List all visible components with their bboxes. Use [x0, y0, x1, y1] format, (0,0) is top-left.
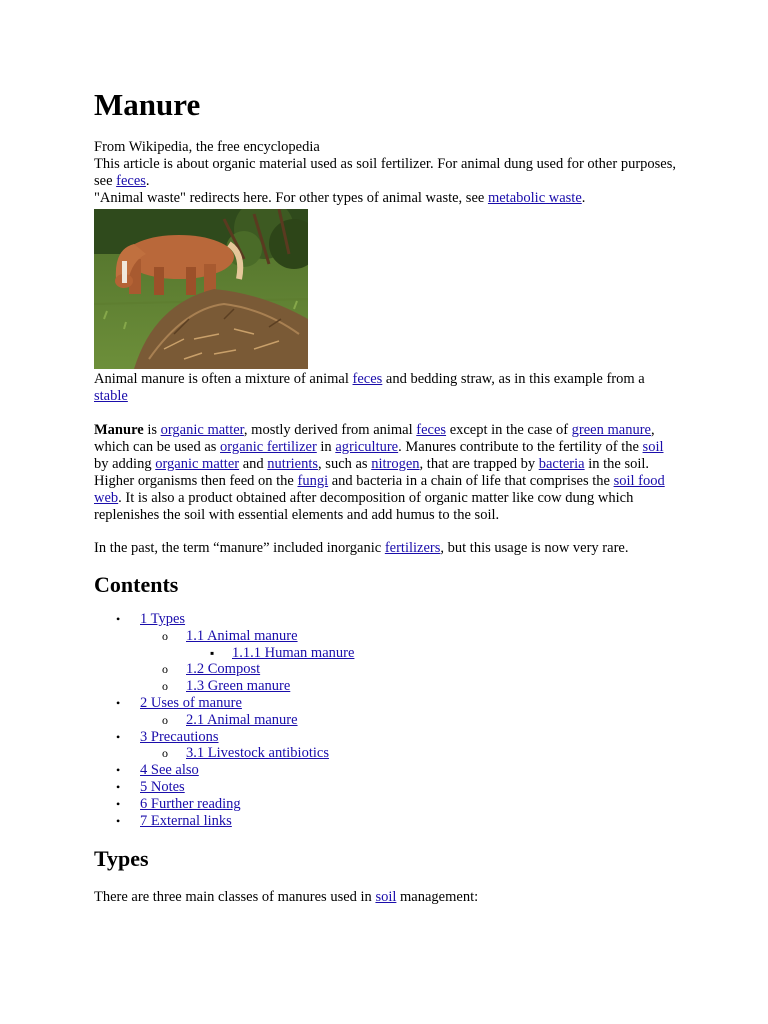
link-fungi[interactable]: fungi — [297, 473, 329, 489]
page-title: Manure — [94, 87, 201, 122]
toc-bullet: ▪ — [210, 645, 215, 660]
toc-link-see-also[interactable]: 4 See also — [140, 762, 199, 779]
toc-bullet: o — [162, 679, 168, 694]
toc-link-animal-manure[interactable]: 1.1 Animal manure — [186, 627, 298, 644]
lead-term: Manure — [94, 422, 144, 438]
link-fertilizers[interactable]: fertilizers — [384, 540, 441, 556]
horse-and-manure-photo-icon — [94, 209, 308, 369]
toc-link-precautions[interactable]: 3 Precautions — [140, 728, 219, 745]
toc-link-green-manure[interactable]: 1.3 Green manure — [186, 678, 291, 695]
horse-manure-image[interactable] — [94, 209, 308, 369]
types-text: There are three main classes of manures used in — [94, 889, 376, 906]
link-organic-fertilizer[interactable]: organic fertilizer — [220, 439, 317, 455]
toc-bullet: • — [116, 729, 121, 744]
toc-item — [94, 729, 679, 746]
types-text: management: — [396, 889, 479, 906]
lead-text: and — [239, 456, 268, 472]
toc-item — [94, 661, 679, 678]
toc-bullet: • — [116, 796, 121, 811]
link-feces[interactable]: feces — [116, 173, 146, 189]
toc-item — [94, 712, 679, 729]
toc-link-notes[interactable]: 5 Notes — [140, 778, 185, 795]
link-nutrients[interactable]: nutrients — [267, 456, 319, 472]
hatnote-text: This article is about organic material used as soil fertilizer. For animal dung used for other purposes, see — [94, 156, 676, 189]
hatnote-text: . — [145, 173, 150, 189]
tagline: From Wikipedia, the free encyclopedia — [94, 139, 320, 155]
link-organic-matter[interactable]: organic matter — [155, 456, 240, 472]
table-of-contents — [94, 611, 679, 829]
types-heading: Types — [94, 846, 149, 872]
link-feces[interactable]: feces — [352, 371, 383, 387]
history-paragraph — [94, 540, 679, 557]
link-soil[interactable]: soil — [375, 889, 397, 906]
lead-text: , that are trapped by — [419, 456, 539, 472]
hatnote-text: "Animal waste" redirects here. For other types of animal waste, see — [94, 190, 488, 206]
toc-item — [94, 611, 679, 628]
lead-text: by adding — [94, 456, 156, 472]
lead-paragraph — [94, 422, 679, 524]
toc-link-compost[interactable]: 1.2 Compost — [186, 661, 261, 678]
toc-bullet: o — [162, 712, 168, 727]
lead-text: . It is also a product obtained after decomposition of organic matter like cow dung which replenishes the soil with essential elements and add humus to the soil. — [94, 490, 634, 523]
toc-item — [94, 796, 679, 813]
lead-text: in — [316, 439, 336, 455]
lead-text: in the soil. Higher organisms then feed on the — [94, 456, 650, 489]
hatnote-text: . — [581, 190, 586, 206]
types-paragraph — [94, 889, 679, 906]
toc-link-uses-animal-manure[interactable]: 2.1 Animal manure — [186, 711, 298, 728]
link-metabolic-waste[interactable]: metabolic waste — [487, 190, 582, 206]
toc-link-human-manure[interactable]: 1.1.1 Human manure — [232, 644, 355, 661]
toc-item — [94, 695, 679, 712]
toc-bullet: o — [162, 628, 168, 643]
image-caption — [94, 371, 679, 405]
hatnote-disambiguation — [94, 156, 679, 190]
toc-bullet: • — [116, 779, 121, 794]
lead-text: , which can be used as — [94, 422, 655, 455]
toc-item — [94, 762, 679, 779]
toc-item — [94, 645, 679, 662]
lead-text: except in the case of — [446, 422, 572, 438]
toc-link-types[interactable]: 1 Types — [140, 611, 186, 627]
link-stable[interactable]: stable — [94, 388, 128, 404]
link-soil[interactable]: soil — [642, 439, 664, 455]
link-feces[interactable]: feces — [416, 422, 447, 438]
link-green-manure[interactable]: green manure — [571, 422, 651, 438]
toc-link-external-links[interactable]: 7 External links — [140, 812, 232, 829]
toc-bullet: o — [162, 746, 168, 761]
lead-text: and bacteria in a chain of life that comprises the — [328, 473, 614, 489]
link-nitrogen[interactable]: nitrogen — [371, 456, 420, 472]
toc-item — [94, 779, 679, 796]
toc-item — [94, 745, 679, 762]
lead-text: . Manures contribute to the fertility of the — [398, 439, 643, 455]
toc-bullet: o — [162, 662, 168, 677]
article-body — [94, 86, 679, 906]
history-text: In the past, the term “manure” included inorganic — [94, 540, 385, 556]
link-soil-food-web[interactable]: soil food web — [94, 473, 665, 506]
toc-link-uses-of-manure[interactable]: 2 Uses of manure — [140, 694, 242, 711]
toc-bullet: • — [116, 763, 121, 778]
lead-text: , mostly derived from animal — [243, 422, 417, 438]
link-agriculture[interactable]: agriculture — [335, 439, 399, 455]
toc-bullet: • — [116, 612, 121, 626]
hatnote-redirect — [94, 190, 679, 207]
lead-text: , such as — [318, 456, 372, 472]
toc-link-livestock-antibiotics[interactable]: 3.1 Livestock antibiotics — [186, 745, 329, 762]
toc-link-further-reading[interactable]: 6 Further reading — [140, 795, 241, 812]
contents-heading: Contents — [94, 572, 179, 597]
link-organic-matter[interactable]: organic matter — [160, 422, 244, 438]
toc-bullet: • — [116, 813, 121, 828]
lead-text: is — [143, 422, 161, 438]
toc-bullet: • — [116, 695, 121, 710]
caption-text: and bedding straw, as in this example from a — [382, 371, 645, 387]
toc-item — [94, 628, 679, 645]
link-bacteria[interactable]: bacteria — [538, 456, 585, 472]
history-text: , but this usage is now very rare. — [440, 540, 629, 556]
toc-item — [94, 813, 679, 830]
toc-item — [94, 678, 679, 695]
caption-text: Animal manure is often a mixture of animal — [94, 371, 353, 387]
